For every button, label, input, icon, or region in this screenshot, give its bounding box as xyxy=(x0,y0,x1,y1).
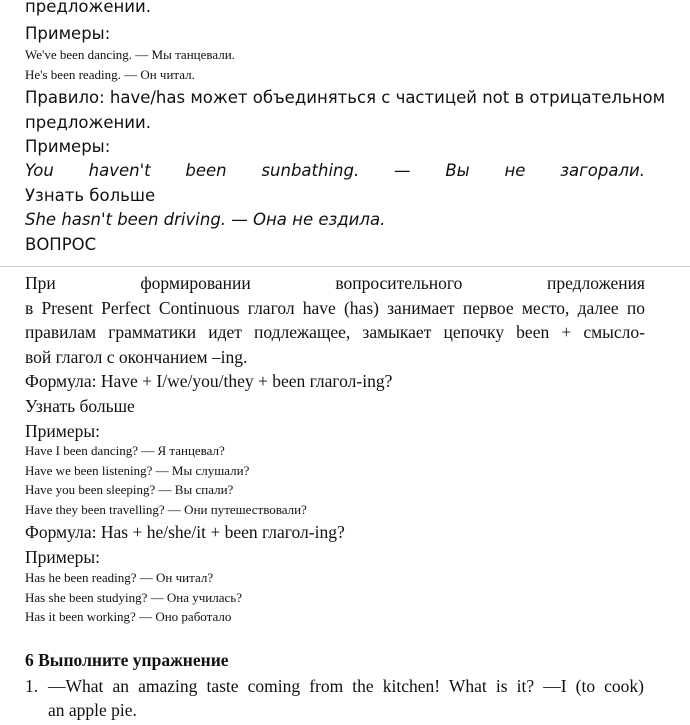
negative-example: She hasn't been driving. — Она не ездила. xyxy=(25,210,386,229)
exercise-title: 6 Выполните упражнение xyxy=(25,650,229,670)
question-example: Have they been travelling? — Они путешествовали? xyxy=(25,502,307,517)
question-example: Has he been reading? — Он читал? xyxy=(25,570,214,585)
question-example: Have I been dancing? — Я танцевал? xyxy=(25,443,225,458)
learn-more-link[interactable]: Узнать больше xyxy=(25,186,156,205)
negative-example: You haven't been sunbathing. — Вы не загорали. xyxy=(25,161,645,180)
question-example: Have we been listening? — Мы слушали? xyxy=(25,463,250,478)
paragraph-line: правилам грамматики идет подлежащее, замыкает цепочку been + смысло- xyxy=(25,322,645,342)
exercise-item-line: an apple pie. xyxy=(48,700,137,720)
examples-label: Примеры: xyxy=(25,24,111,43)
paragraph-line: в Present Perfect Continuous глагол have (has) занимает первое место, далее по xyxy=(25,298,645,318)
formula-line: Формула: Has + he/she/it + been глагол-ing? xyxy=(25,522,345,542)
rule-line: предложении. xyxy=(25,113,151,132)
rule-line: Правило: have/has может объединяться с частицей not в отрицательном xyxy=(25,88,666,107)
paragraph-line: вой глагол с окончанием –ing. xyxy=(25,347,248,367)
question-example: Have you been sleeping? — Вы спали? xyxy=(25,482,234,497)
exercise-item-line: —What an amazing taste coming from the kitchen! What is it? —I (to cook) xyxy=(48,676,644,696)
learn-more-link[interactable]: Узнать больше xyxy=(25,396,135,416)
example-line: He's been reading. — Он читал. xyxy=(25,67,195,82)
paragraph-line: При формировании вопросительного предложения xyxy=(25,273,645,293)
example-line: We've been dancing. — Мы танцевали. xyxy=(25,47,235,62)
question-example: Has it been working? — Оно работало xyxy=(25,609,232,624)
examples-label: Примеры: xyxy=(25,421,100,441)
section-divider xyxy=(0,266,690,267)
examples-label: Примеры: xyxy=(25,547,100,567)
examples-label: Примеры: xyxy=(25,137,111,156)
section-title: ВОПРОС xyxy=(25,235,97,254)
cut-line: предложении. xyxy=(25,0,151,16)
formula-line: Формула: Have + I/we/you/they + been глагол-ing? xyxy=(25,371,393,391)
question-example: Has she been studying? — Она училась? xyxy=(25,590,242,605)
exercise-item-number: 1. xyxy=(25,676,39,696)
